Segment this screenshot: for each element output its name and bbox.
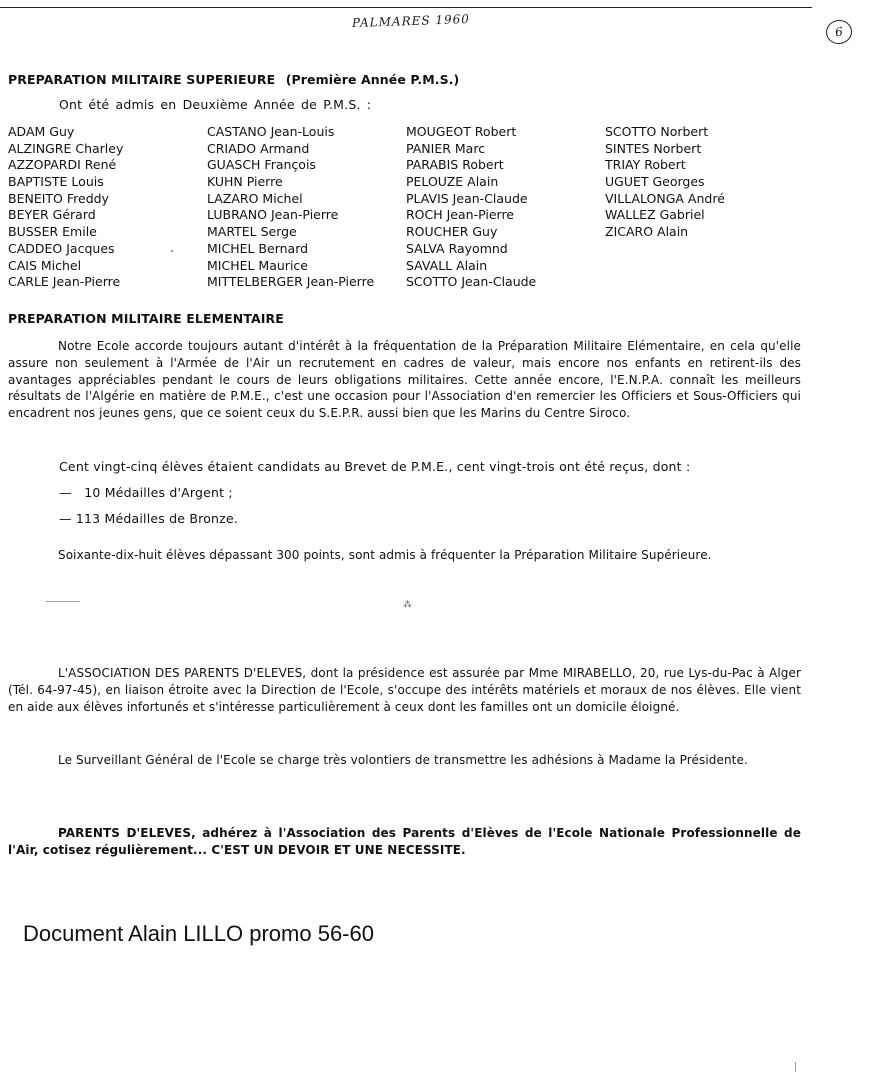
list-item: SAVALL Alain: [406, 257, 488, 273]
list-item: BAPTISTE Louis: [8, 174, 104, 190]
list-item: BENEITO Freddy: [8, 190, 109, 206]
list-item: BEYER Gérard: [8, 207, 96, 223]
pms-list-column-3: [406, 124, 536, 291]
list-item: PARABIS Robert: [406, 157, 504, 173]
list-item: VILLALONGA André: [605, 190, 725, 206]
list-item: MARTEL Serge: [207, 224, 297, 240]
pms-list-column-1: [8, 124, 123, 291]
list-item: ZICARO Alain: [605, 224, 689, 240]
list-item: LUBRANO Jean-Pierre: [207, 207, 339, 223]
pms-title: PREPARATION MILITAIRE SUPERIEURE: [8, 72, 276, 87]
list-item: WALLEZ Gabriel: [605, 207, 705, 223]
association-paragraph: L'ASSOCIATION DES PARENTS D'ELEVES, dont la présidence est assurée par Mme MIRABELLO, 20, rue Lys-du-Pac à Alger (Tél. 64-97-45), en liaison étroite avec la Direction de l'Ecole, s'occupe des intérêts matériels et moraux de nos élèves. Elle vient en aide aux élèves infortunés et s'intéresse particulièrement à ceux dont les familles ont un domicile éloigné.: [8, 666, 801, 714]
list-item: KUHN Pierre: [207, 174, 283, 190]
list-item: MICHEL Maurice: [207, 257, 308, 273]
pms-heading: [8, 72, 459, 87]
pms-intro: Ont été admis en Deuxième Année de P.M.S. :: [59, 97, 372, 112]
list-item: SALVA Rayomnd: [406, 240, 508, 256]
scan-speck: [171, 250, 173, 252]
list-item: BUSSER Emile: [8, 224, 97, 240]
list-item: MOUGEOT Robert: [406, 124, 517, 139]
list-item: CRIADO Armand: [207, 140, 310, 156]
list-item: CAIS Michel: [8, 257, 82, 273]
document-credit: Document Alain LILLO promo 56-60: [23, 921, 374, 946]
page-number: 6: [824, 18, 853, 45]
list-item: LAZARO Michel: [207, 190, 303, 206]
list-item: MITTELBERGER Jean-Pierre: [207, 274, 375, 290]
list-item: SINTES Norbert: [605, 140, 702, 156]
list-item: ROUCHER Guy: [406, 224, 498, 240]
list-item: MICHEL Bernard: [207, 240, 309, 256]
pme-admitted: Soixante-dix-huit élèves dépassant 300 points, sont admis à fréquenter la Préparation Militaire Supérieure.: [58, 548, 712, 562]
list-item: CASTANO Jean-Louis: [207, 124, 335, 139]
list-item: PELOUZE Alain: [406, 174, 499, 190]
list-item: CADDEO Jacques: [8, 240, 115, 256]
pme-candidates: Cent vingt-cinq élèves étaient candidats au Brevet de P.M.E., cent vingt-trois ont été reçus, dont :: [59, 459, 691, 474]
pms-list-column-2: [207, 124, 374, 291]
list-item: AZZOPARDI René: [8, 157, 117, 173]
pme-title: PREPARATION MILITAIRE ELEMENTAIRE: [8, 311, 284, 326]
association-membership: Le Surveillant Général de l'Ecole se charge très volontiers de transmettre les adhésions à Madame la Présidente.: [58, 753, 748, 767]
top-rule: [0, 7, 812, 8]
pme-paragraph: Notre Ecole accorde toujours autant d'intérêt à la fréquentation de la Préparation Militaire Elémentaire, en cela qu'elle assure non seulement à l'Armée de l'Air un recrutement en cadres de valeur, mais encore nos enfants en retirent-ils des avantages appréciables pendant le cours de leurs obligations militaires. Cette année encore, l'E.N.P.A. connaît les meilleurs résultats de l'Algérie en matière de P.M.E., c'est une occasion pour l'Association d'en remercier les Officiers et Sous-Officiers qui encadrent nos jeunes gens, que ce soient ceux du S.E.P.R. aussi bien que les Marins du Centre Siroco.: [8, 339, 801, 421]
pms-subtitle: (Première Année P.M.S.): [285, 72, 460, 87]
section-ornament: ⁂: [403, 600, 413, 610]
list-item: ROCH Jean-Pierre: [406, 207, 514, 223]
association-appeal: PARENTS D'ELEVES, adhérez à l'Association des Parents d'Elèves de l'Ecole Nationale Professionnelle de l'Air, cotisez régulièrement... C'EST UN DEVOIR ET UNE NECESSITE.: [8, 826, 801, 857]
scan-speck: [795, 1062, 796, 1072]
medal-silver: — 10 Médailles d'Argent ;: [59, 485, 233, 500]
handwritten-note: PALMARES 1960: [351, 11, 471, 31]
list-item: ADAM Guy: [8, 124, 75, 139]
scan-speck: [46, 601, 80, 602]
list-item: ALZINGRE Charley: [8, 140, 124, 156]
list-item: PLAVIS Jean-Claude: [406, 190, 528, 206]
list-item: TRIAY Robert: [605, 157, 686, 173]
pms-list-column-4: [605, 124, 725, 241]
list-item: PANIER Marc: [406, 140, 486, 156]
medal-bronze: — 113 Médailles de Bronze.: [59, 511, 239, 526]
list-item: CARLE Jean-Pierre: [8, 274, 121, 290]
list-item: SCOTTO Jean-Claude: [406, 274, 537, 290]
list-item: UGUET Georges: [605, 174, 705, 190]
list-item: GUASCH François: [207, 157, 316, 173]
list-item: SCOTTO Norbert: [605, 124, 709, 139]
